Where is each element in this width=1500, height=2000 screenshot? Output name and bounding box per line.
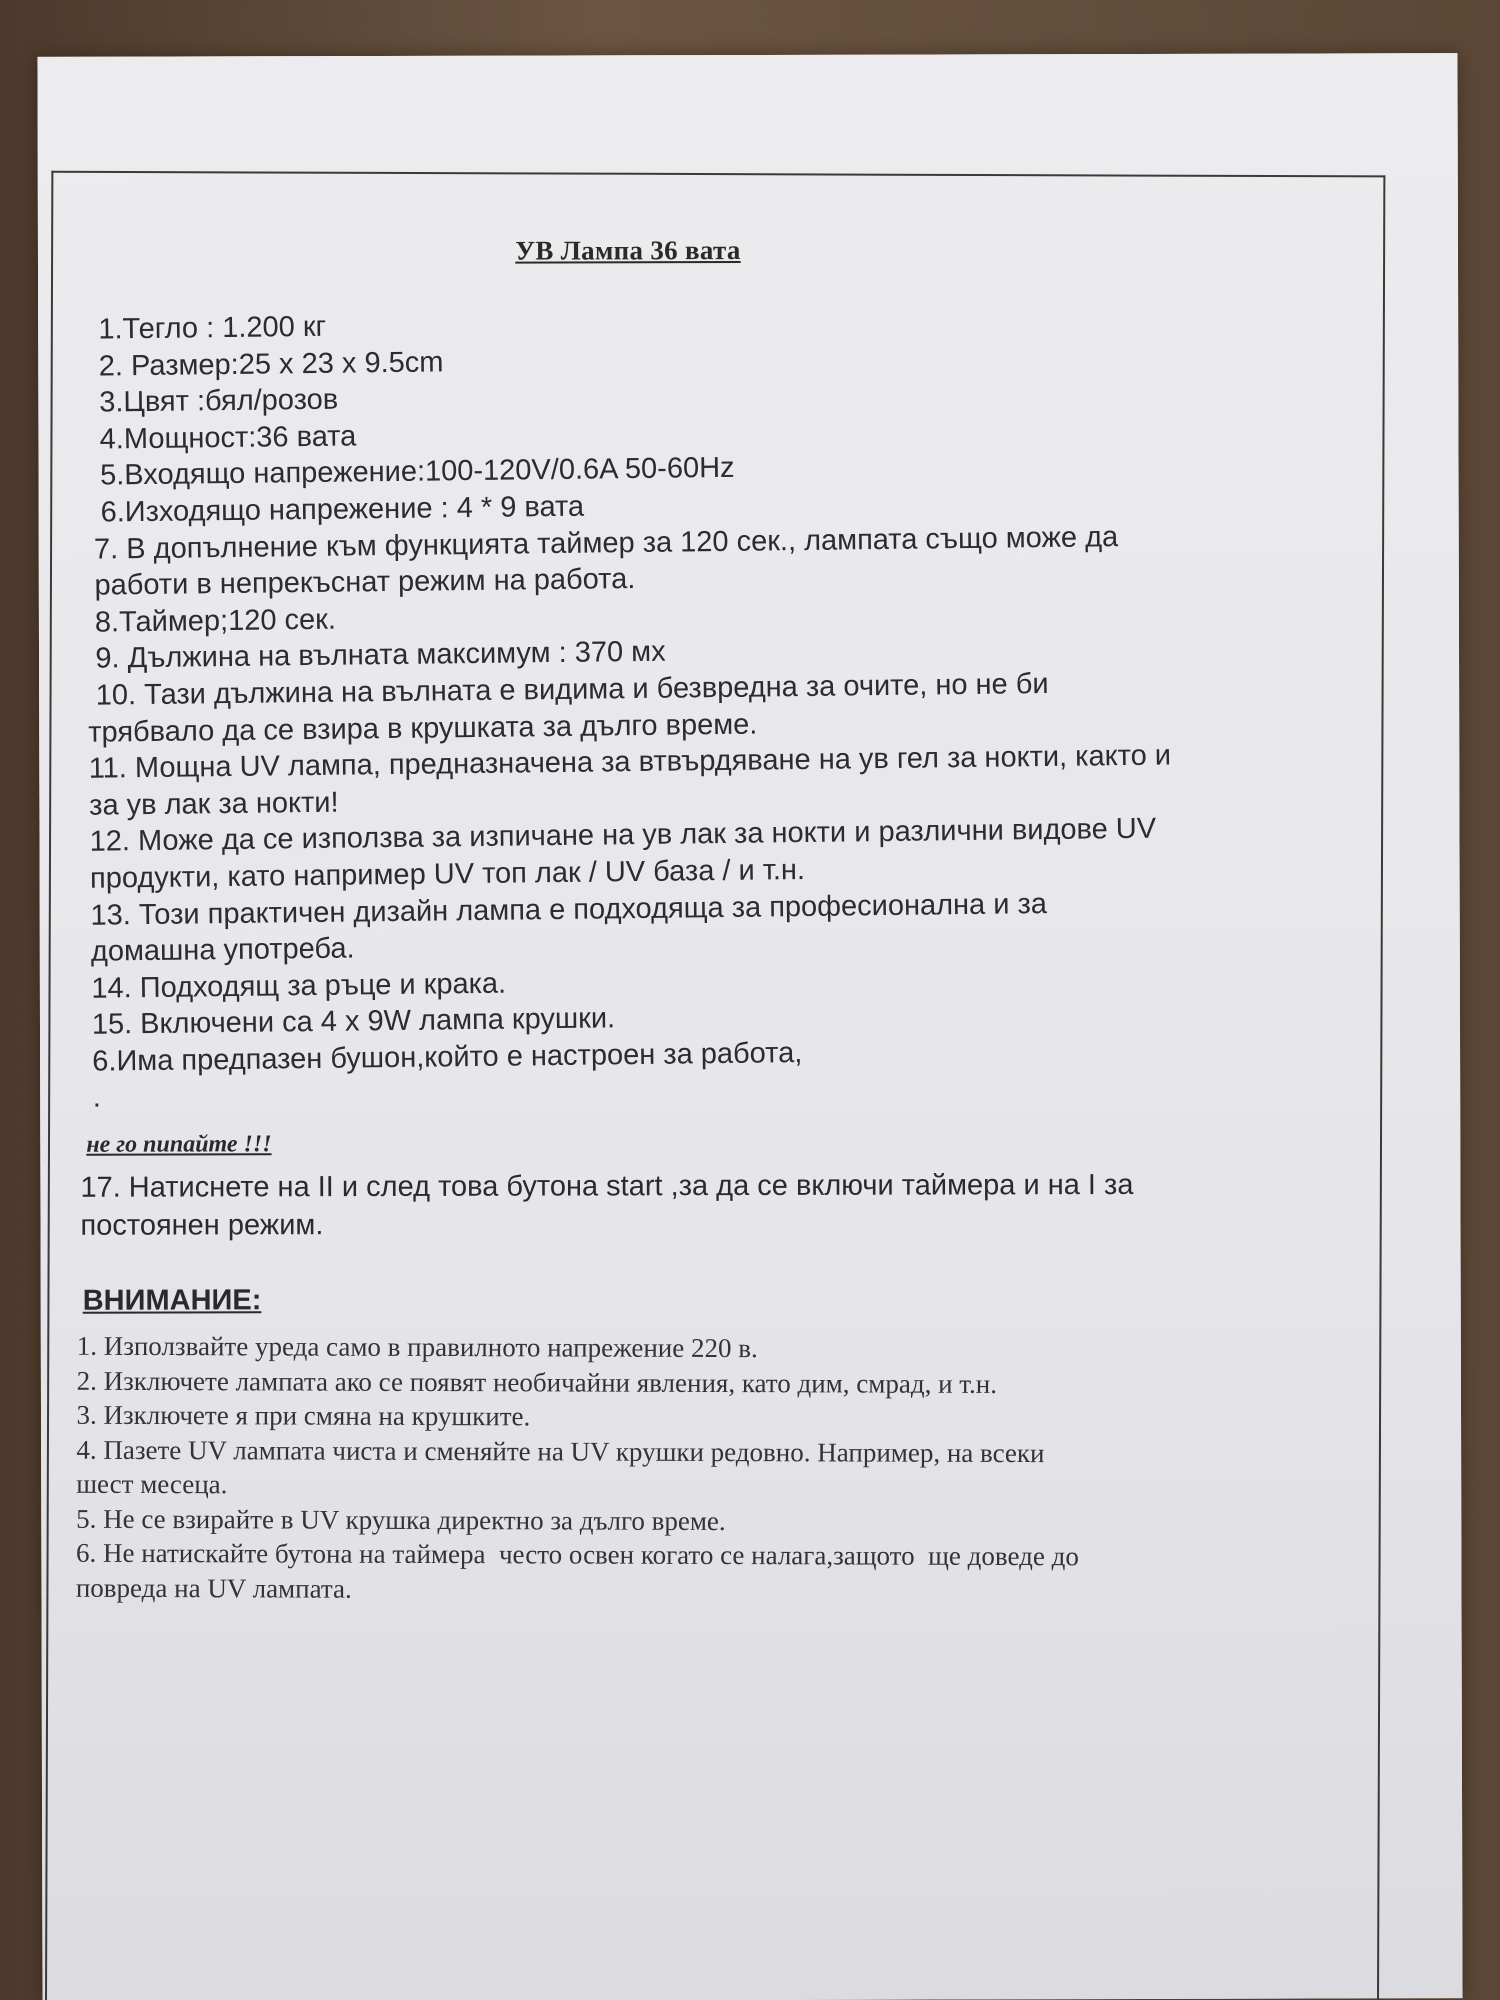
spec-line: 5.Входящо напрежение:100-120V/0.6A 50-60Hz — [99, 452, 735, 492]
specs-list — [83, 296, 1393, 1116]
step-17-line: постоянен режим. — [80, 1209, 324, 1242]
paper-sheet — [37, 53, 1462, 2000]
attention-item: повреда на UV лампата. — [75, 1572, 352, 1604]
spec-line: 15. Включени са 4 х 9W лампа крушки. — [91, 1002, 616, 1041]
spec-line: работи в непрекъснат режим на работа. — [94, 563, 636, 602]
spec-line: 6.Изходящо напрежение : 4 * 9 вата — [100, 490, 585, 529]
spec-line: домашна употреба. — [90, 932, 355, 968]
spec-line: 10. Тази дължина на вълната е видима и безвредна за очите, но не би — [95, 667, 1049, 712]
attention-list — [76, 1329, 1397, 1610]
spec-line: 12. Може да се използва за изпичане на ув лак за нокти и различни видове UV — [89, 812, 1157, 859]
attention-item: 5. Не се взирайте в UV крушка директно за дълго време. — [76, 1503, 726, 1536]
attention-item: 4. Пазете UV лампата чиста и сменяйте на UV крушки редовно. Например, на всеки — [76, 1434, 1045, 1468]
spec-line: продукти, като например UV топ лак / UV база / и т.н. — [89, 853, 806, 895]
step-17 — [80, 1165, 1400, 1244]
attention-heading: ВНИМАНИЕ: — [82, 1284, 262, 1317]
attention-item: 3. Изключете я при смяна на крушките. — [76, 1399, 531, 1432]
spec-line: 1.Тегло : 1.200 кг — [98, 310, 327, 346]
spec-line: 9. Дължина на вълната максимум : 370 мх — [95, 635, 666, 675]
spec-line: 8.Таймер;120 сек. — [94, 603, 337, 639]
warning-text: не го пипайте !!! — [86, 1131, 272, 1158]
spec-line: трябвало да се взира в крушката за дълго време. — [88, 708, 758, 749]
spec-line: 6.Има предпазен бушон,който е настроен за работа, — [92, 1036, 803, 1078]
step-17-line: 17. Натиснете на II и след това бутона start ,за да се включи таймера и на I за — [80, 1168, 1134, 1204]
document-title: УВ Лампа 36 вата — [515, 235, 741, 266]
spec-line: за ув лак за нокти! — [88, 786, 339, 822]
spec-line: 4.Мощност:36 вата — [99, 420, 357, 456]
spec-line: 7. В допълнение към функцията таймер за 120 сек., лампата също може да — [93, 520, 1119, 566]
stray-dot: . — [92, 1082, 101, 1115]
spec-line: 14. Подходящ за ръце и крака. — [91, 967, 507, 1005]
attention-item: 2. Изключете лампата ако се появят необичайни явления, като дим, смрад, и т.н. — [76, 1365, 998, 1399]
spec-line: 2. Размер:25 х 23 х 9.5cm — [98, 345, 444, 383]
attention-item: 1. Използвайте уреда само в правилното напрежение 220 в. — [76, 1330, 758, 1364]
spec-line: 11. Мощна UV лампа, предназначена за втвърдяване на ув гел за нокти, както и — [88, 739, 1172, 785]
attention-item: 6. Не натискайте бутона на таймера често освен когато се налага,защото ще доведе до — [75, 1537, 1079, 1572]
attention-item: шест месеца. — [76, 1468, 228, 1500]
spec-line: 13. Този практичен дизайн лампа е подходяща за професионална и за — [90, 887, 1048, 932]
spec-line: 3.Цвят :бял/розов — [99, 383, 339, 419]
